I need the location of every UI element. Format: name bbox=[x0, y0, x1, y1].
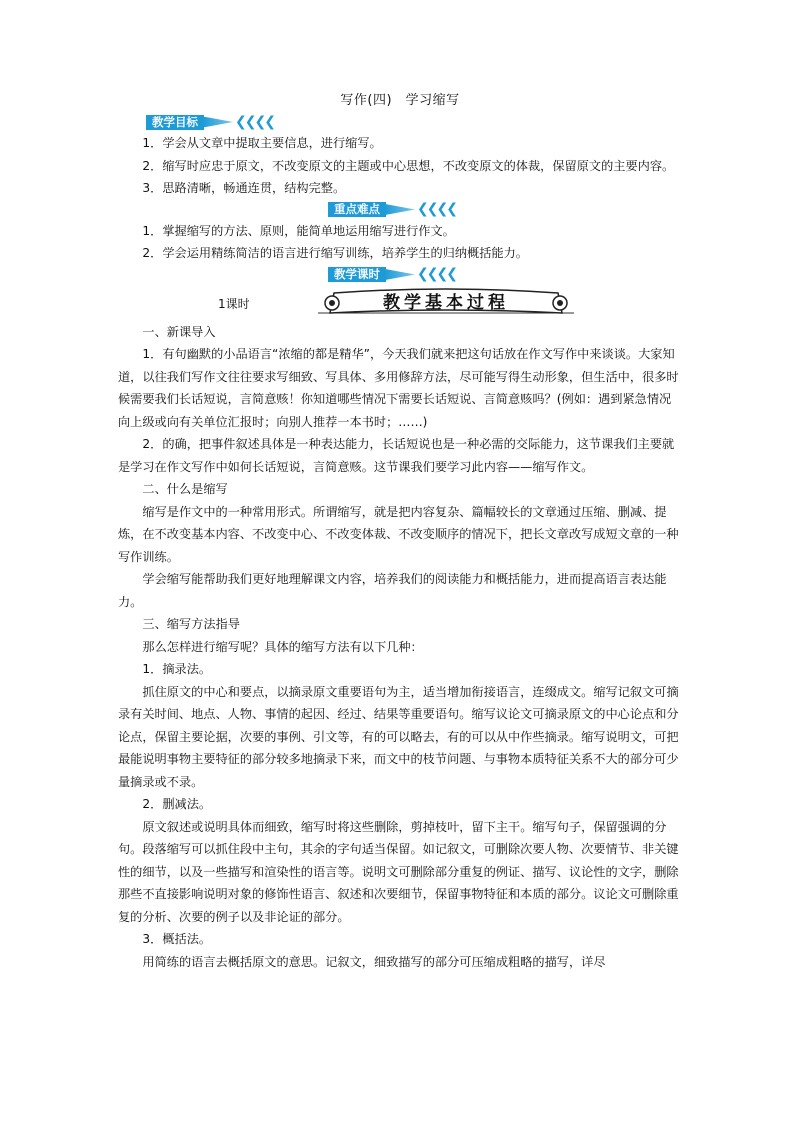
paragraph: 那么怎样进行缩写呢？具体的缩写方法有以下几种： bbox=[142, 639, 423, 654]
method-heading: 2．删减法。 bbox=[142, 797, 212, 811]
process-banner bbox=[318, 287, 574, 319]
objective-item: 2．缩写时应忠于原文，不改变原文的主题或中心思想，不改变原文的体裁，保留原文的主要内容。 bbox=[142, 158, 675, 173]
section-heading: 二、什么是缩写 bbox=[142, 482, 228, 496]
method-heading: 1．摘录法。 bbox=[142, 662, 212, 676]
section-heading: 一、新课导入 bbox=[142, 324, 216, 339]
arrow-decoration-icon bbox=[385, 269, 415, 280]
section-heading: 三、缩写方法指导 bbox=[142, 617, 240, 631]
method-heading: 3．概括法。 bbox=[142, 932, 212, 946]
paragraph: 缩写是作文中的一种常用形式。所谓缩写，就是把内容复杂、篇幅较长的文章通过压缩、删减、提炼，在不改变基本内容、不改变中心、不改变体裁、不改变顺序的情况下，把长文章改写成短文章的一种写作训练。 bbox=[118, 504, 679, 564]
banner-title: 教学基本过程 bbox=[383, 292, 509, 313]
objective-item: 3．思路清晰，畅通连贯，结构完整。 bbox=[142, 181, 346, 195]
paragraph: 学会缩写能帮助我们更好地理解课文内容，培养我们的阅读能力和概括能力，进而提高语言表达能力。 bbox=[118, 572, 667, 609]
objective-item: 1．学会从文章中提取主要信息，进行缩写。 bbox=[142, 136, 382, 150]
paragraph: 原文叙述或说明具体而细致，缩写时将这些删除，剪掉枝叶，留下主干。缩写句子，保留强调的分句。段落缩写可以抓住段中主句，其余的字句适当保留。如记叙文，可删除次要人物、次要情节、非关键性的细节，以及一些描写和渲染性的语言等。说明文可删除部分重复的例证、描写、议论性的文字，删除那些不直接影响说明对象的修饰性语言、叙述和次要细节，保留事物特征和本质的部分。议论文可删除重复的分析、次要的例子以及非论证的部分。 bbox=[118, 819, 679, 924]
objectives-header-row bbox=[118, 114, 682, 132]
paragraph: 用简练的语言去概括原文的意思。记叙文，细致描写的部分可压缩成粗略的描写，详尽 bbox=[142, 954, 606, 969]
hours-badge bbox=[328, 267, 456, 283]
arrow-decoration-icon bbox=[385, 204, 415, 215]
arrow-decoration-icon bbox=[203, 117, 233, 128]
lesson-hours: 1课时 bbox=[218, 296, 250, 311]
hours-badge-label: 教学课时 bbox=[328, 267, 386, 282]
paragraph: 2．的确，把事件叙述具体是一种表达能力，长话短说也是一种必需的交际能力，这节课我们主要就是学习在作文写作中如何长话短说，言简意赅。这节课我们要学习此内容——缩写作文。 bbox=[118, 437, 675, 474]
objectives-badge-label: 教学目标 bbox=[146, 115, 204, 130]
key-point-item: 1．掌握缩写的方法、原则，能简单地运用缩写进行作文。 bbox=[142, 223, 455, 238]
key-points-badge bbox=[328, 202, 456, 218]
paragraph: 抓住原文的中心和要点，以摘录原文重要语句为主，适当增加衔接语言，连缀成文。缩写记叙文可摘录有关时间、地点、人物、事情的起因、经过、结果等重要语句。缩写议论文可摘录原文的中心论点和分论点，保留主要论据，次要的事例、引文等，有的可以略去，有的可以从中作些摘录。缩写说明文，可把最能说明事物主要特征的部分较多地摘录下来，而文中的枝节问题、与事物本质特征关系不大的部分可少量摘录或不录。 bbox=[118, 684, 679, 789]
key-points-header-row bbox=[118, 202, 682, 220]
objectives-badge bbox=[146, 114, 274, 130]
page-title: 写作(四) 学习缩写 bbox=[340, 93, 460, 108]
paragraph: 1．有句幽默的小品语言“浓缩的都是精华”，今天我们就来把这句话放在作文写作中来谈谈。大家知道，以往我们写作文往往要求写细致、写具体、多用修辞方法，尽可能写得生动形象，但生活中，很多时候需要我们长话短说，言简意赅！你知道哪些情况下需要长话短说、言简意赅吗？(例如：遇到紧急情况向上级或向有关单位汇报时；向别人推荐一本书时；……) bbox=[118, 347, 679, 429]
hours-header-row bbox=[118, 267, 682, 285]
chevrons-left-icon: ❮❮❮❮ bbox=[417, 266, 456, 282]
process-banner-row bbox=[118, 287, 682, 321]
key-points-badge-label: 重点难点 bbox=[328, 202, 386, 217]
key-point-item: 2．学会运用精练简洁的语言进行缩写训练，培养学生的归纳概括能力。 bbox=[142, 246, 528, 260]
document-page bbox=[118, 92, 682, 973]
chevrons-left-icon: ❮❮❮❮ bbox=[235, 113, 274, 130]
chevrons-left-icon: ❮❮❮❮ bbox=[417, 201, 456, 217]
